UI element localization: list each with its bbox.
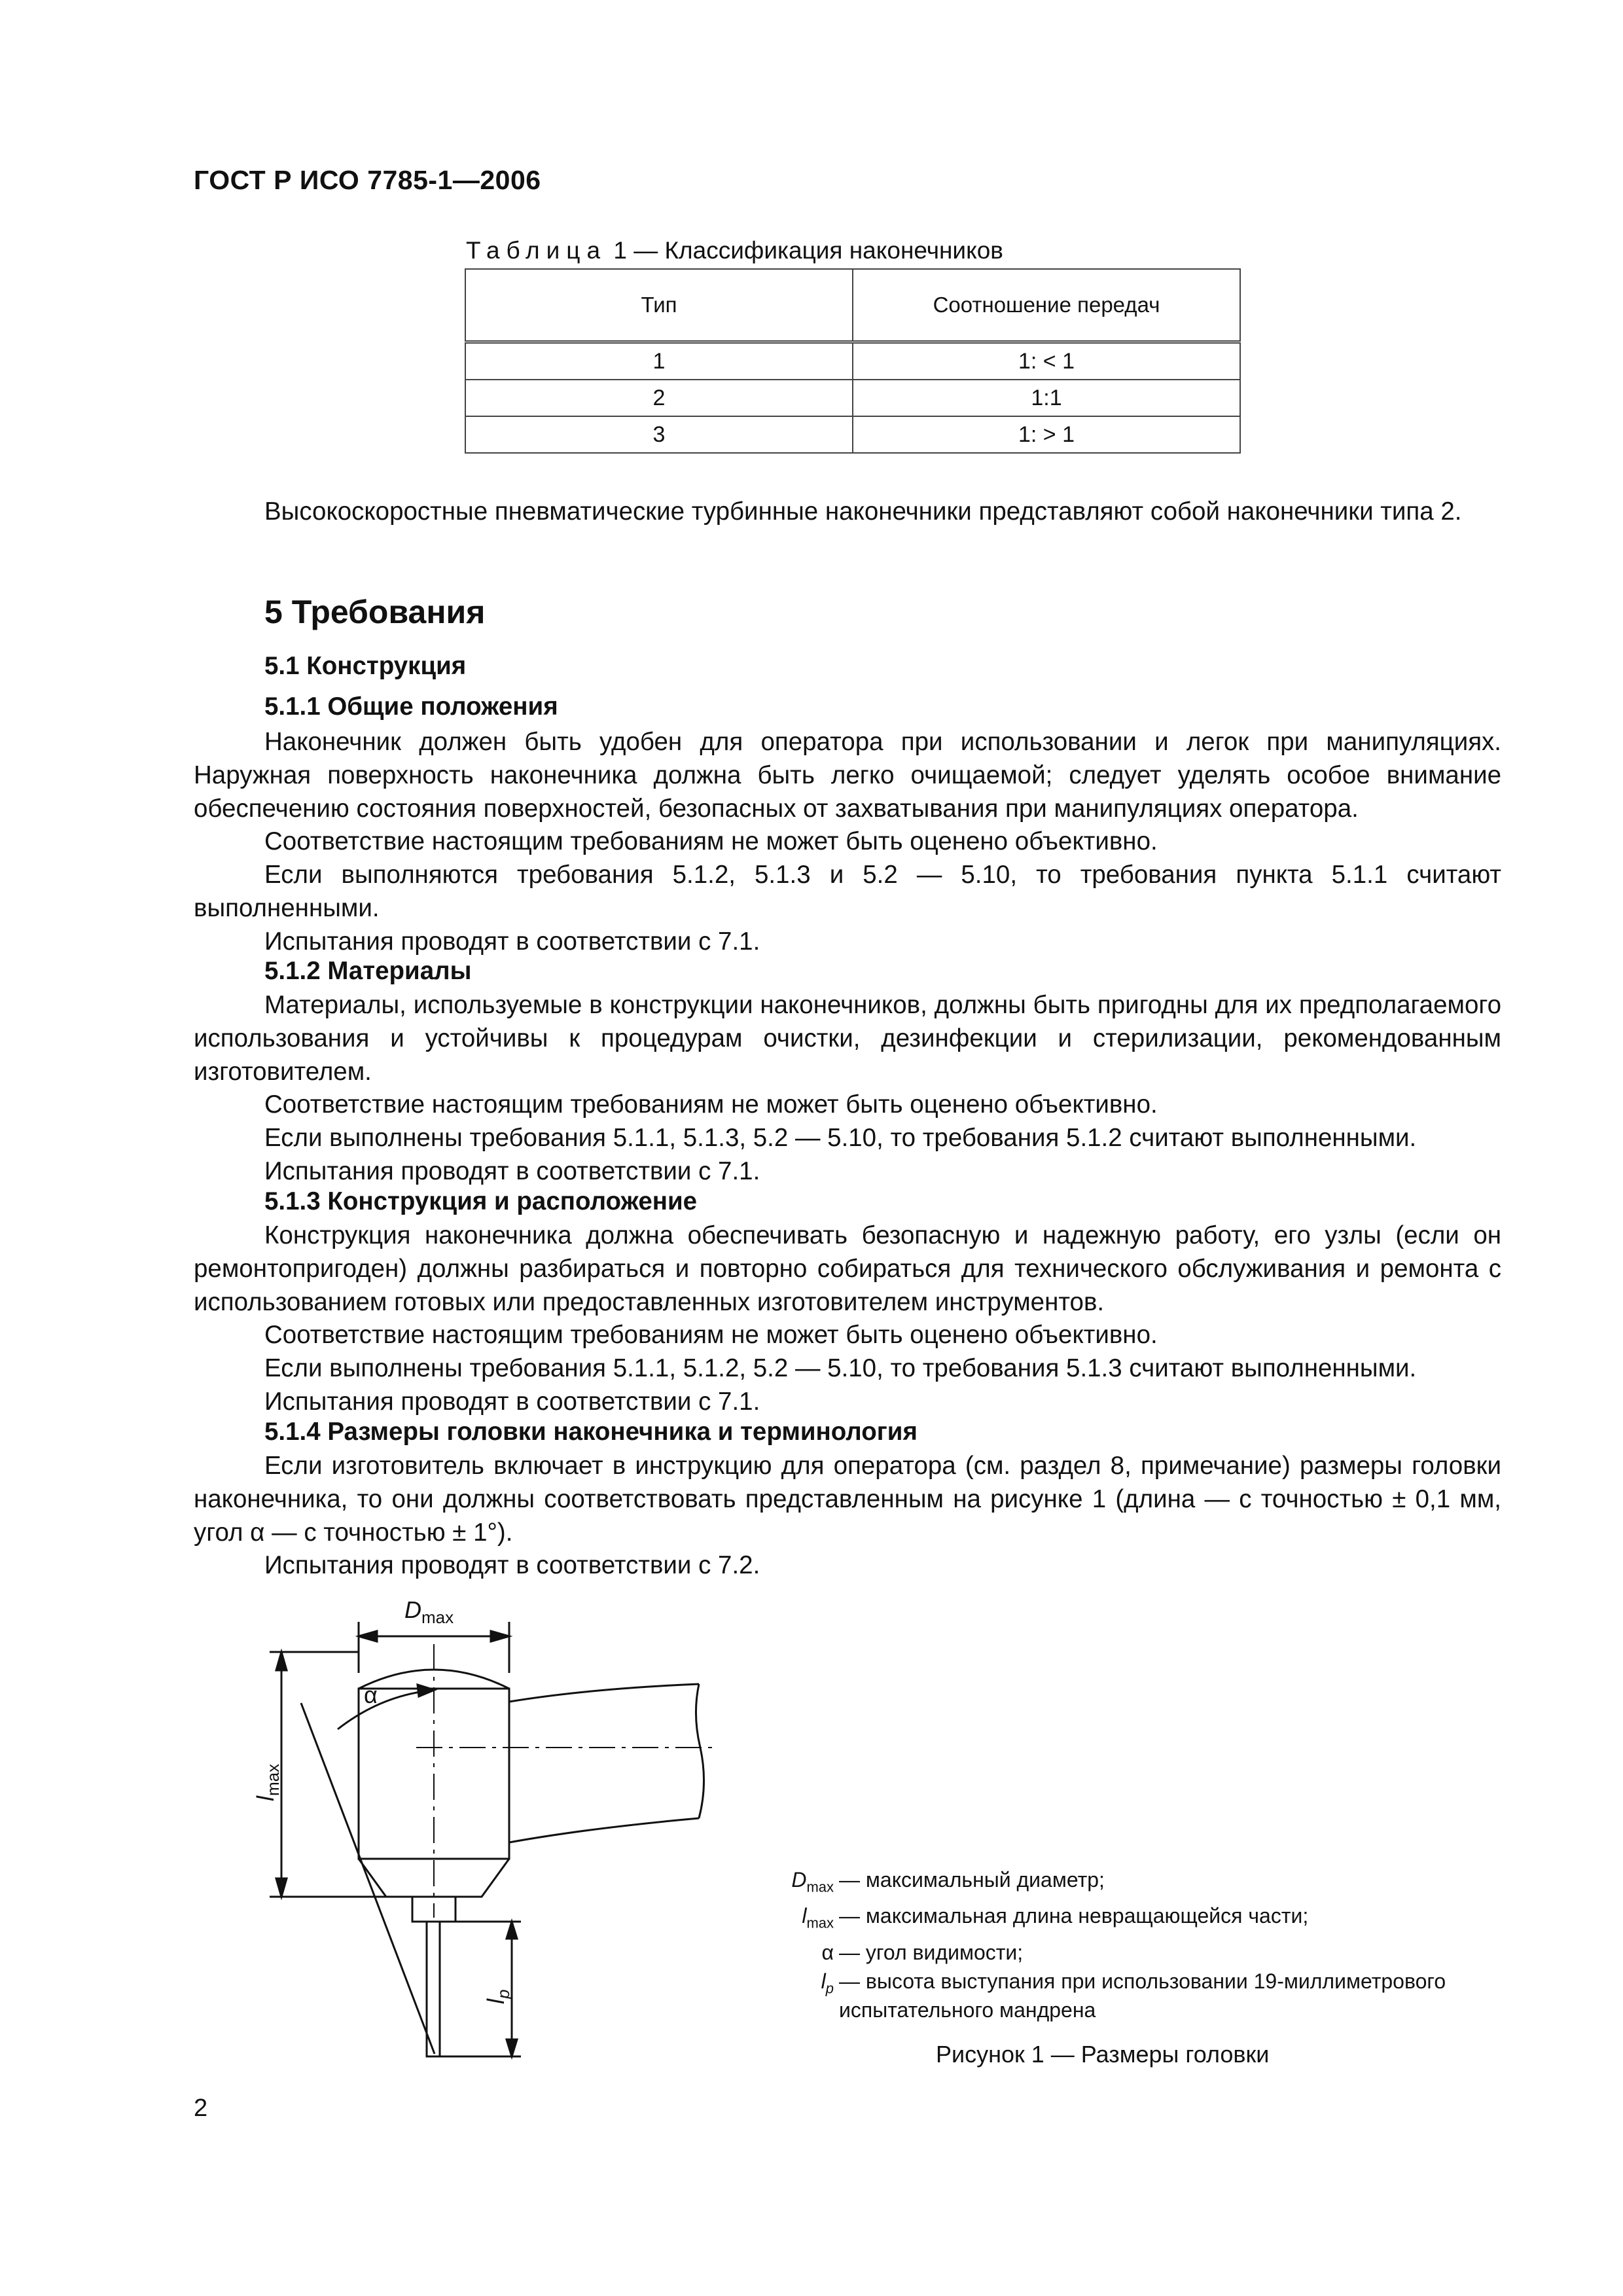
alpha-label: α [364, 1681, 378, 1708]
legend-item: $D_{max}$ — максимальный диаметр; [791, 1868, 1105, 1895]
arrow-head [507, 2039, 517, 2056]
section-5-1-1-title: 5.1.1 Общие положения [264, 692, 558, 721]
page-number: 2 [194, 2094, 208, 2122]
neck-lower-edge [509, 1818, 699, 1842]
table-caption-text: 1 — Классификация наконечников [613, 237, 1003, 264]
section-5-1-3-p2: Соответствие настоящим требованиям не может быть оценено объективно. [264, 1321, 1158, 1349]
section-5-1-4-title: 5.1.4 Размеры головки наконечника и терминология [264, 1418, 918, 1446]
dmax-label: $D_{max}$ [404, 1596, 454, 1627]
section-5-1-1-p2: Соответствие настоящим требованиям не может быть оценено объективно. [264, 827, 1158, 855]
intro-paragraph: Высокоскоростные пневматические турбинные наконечники представляют собой наконечники типа 2. [264, 497, 1462, 526]
figure-caption: Рисунок 1 — Размеры головки [936, 2041, 1270, 2068]
arrow-head [418, 1685, 435, 1696]
neck-break-line [696, 1684, 704, 1818]
section-5-1-1-p4: Испытания проводят в соответствии с 7.1. [264, 927, 760, 956]
table-cell: 1 [465, 342, 853, 380]
alpha-arc [338, 1691, 429, 1729]
lp-label: $l_p$ [482, 1989, 513, 2004]
section-5-1-3-p1: Конструкция наконечника должна обеспечивать безопасную и надежную работу, его узлы (если он ремонтопригоден) должны разбираться и повторно собираться для технического обслуживания и ремонта с использованием готовых или предоставленных изготовителем инструментов. [194, 1221, 1501, 1316]
table-caption-word: Таблица [466, 237, 607, 264]
table-cell: 1:1 [853, 380, 1240, 416]
section-5-1-4-p1: Если изготовитель включает в инструкцию для оператора (см. раздел 8, примечание) размеры головки наконечника, то они должны соответствовать представленным на рисунке 1 (длина — с точностью ± 0,1 мм, угол α — с точностью ± 1°). [194, 1452, 1501, 1547]
section-5-1-3-p3: Если выполнены требования 5.1.1, 5.1.2, 5.2 — 5.10, то требования 5.1.3 считают выполненными. [264, 1354, 1417, 1382]
figure-legend [753, 1865, 1493, 2024]
arrow-head [276, 1652, 287, 1670]
section-5-1-2-p4: Испытания проводят в соответствии с 7.1. [264, 1157, 760, 1185]
section-5-1-2-p1: Материалы, используемые в конструкции наконечников, должны быть пригодны для их предполагаемого использования и устойчивы к процедурам очистки, дезинфекции и стерилизации, рекомендованным изготовителем. [194, 991, 1501, 1086]
arrow-head [491, 1631, 509, 1641]
section-5-1-3-title: 5.1.3 Конструкция и расположение [264, 1187, 698, 1215]
section-5-1-2-p2: Соответствие настоящим требованиям не может быть оценено объективно. [264, 1090, 1158, 1119]
arrow-head [507, 1922, 517, 1939]
visibility-angle-line [301, 1703, 435, 2054]
arrow-head [276, 1878, 287, 1897]
table-cell: 3 [465, 416, 853, 453]
table-header-ratio: Соотношение передач [853, 269, 1240, 342]
section-5-1-1-p1: Наконечник должен быть удобен для оператора при использовании и легок при манипуляциях. Наружная поверхность наконечника должна быть легко очищаемой; следует уделять особое внимание обеспечению состояния поверхностей, безопасных от захватывания при манипуляциях оператора. [194, 728, 1501, 823]
lmax-label: $l_{max}$ [252, 1763, 283, 1801]
neck-upper-edge [509, 1684, 699, 1702]
legend-item: $l_p$ — высота выступания при использовании 19-миллиметрового испытательного мандрена [821, 1969, 1446, 2022]
table-cell: 1: > 1 [853, 416, 1240, 453]
legend-item: α — угол видимости; [821, 1940, 1024, 1964]
arrow-head [359, 1631, 377, 1641]
document-header: ГОСТ Р ИСО 7785-1—2006 [194, 165, 541, 195]
section-5-title: 5 Требования [264, 594, 486, 630]
section-5-1-2-title: 5.1.2 Материалы [264, 957, 472, 985]
section-5-1-1-p3: Если выполняются требования 5.1.2, 5.1.3 и 5.2 — 5.10, то требования пункта 5.1.1 считают выполненными. [194, 861, 1501, 922]
section-5-1-2-p3: Если выполнены требования 5.1.1, 5.1.3, 5.2 — 5.10, то требования 5.1.2 считают выполненными. [264, 1124, 1417, 1152]
table-cell: 1: < 1 [853, 342, 1240, 380]
table-cell: 2 [465, 380, 853, 416]
section-5-1-title: 5.1 Конструкция [264, 652, 467, 680]
legend-item: $l_{max}$ — максимальная длина невращающейся части; [802, 1904, 1309, 1931]
section-5-1-3-p4: Испытания проводят в соответствии с 7.1. [264, 1388, 760, 1416]
section-5-1-4-p2: Испытания проводят в соответствии с 7.2. [264, 1551, 760, 1579]
table-header-type: Тип [465, 269, 853, 342]
